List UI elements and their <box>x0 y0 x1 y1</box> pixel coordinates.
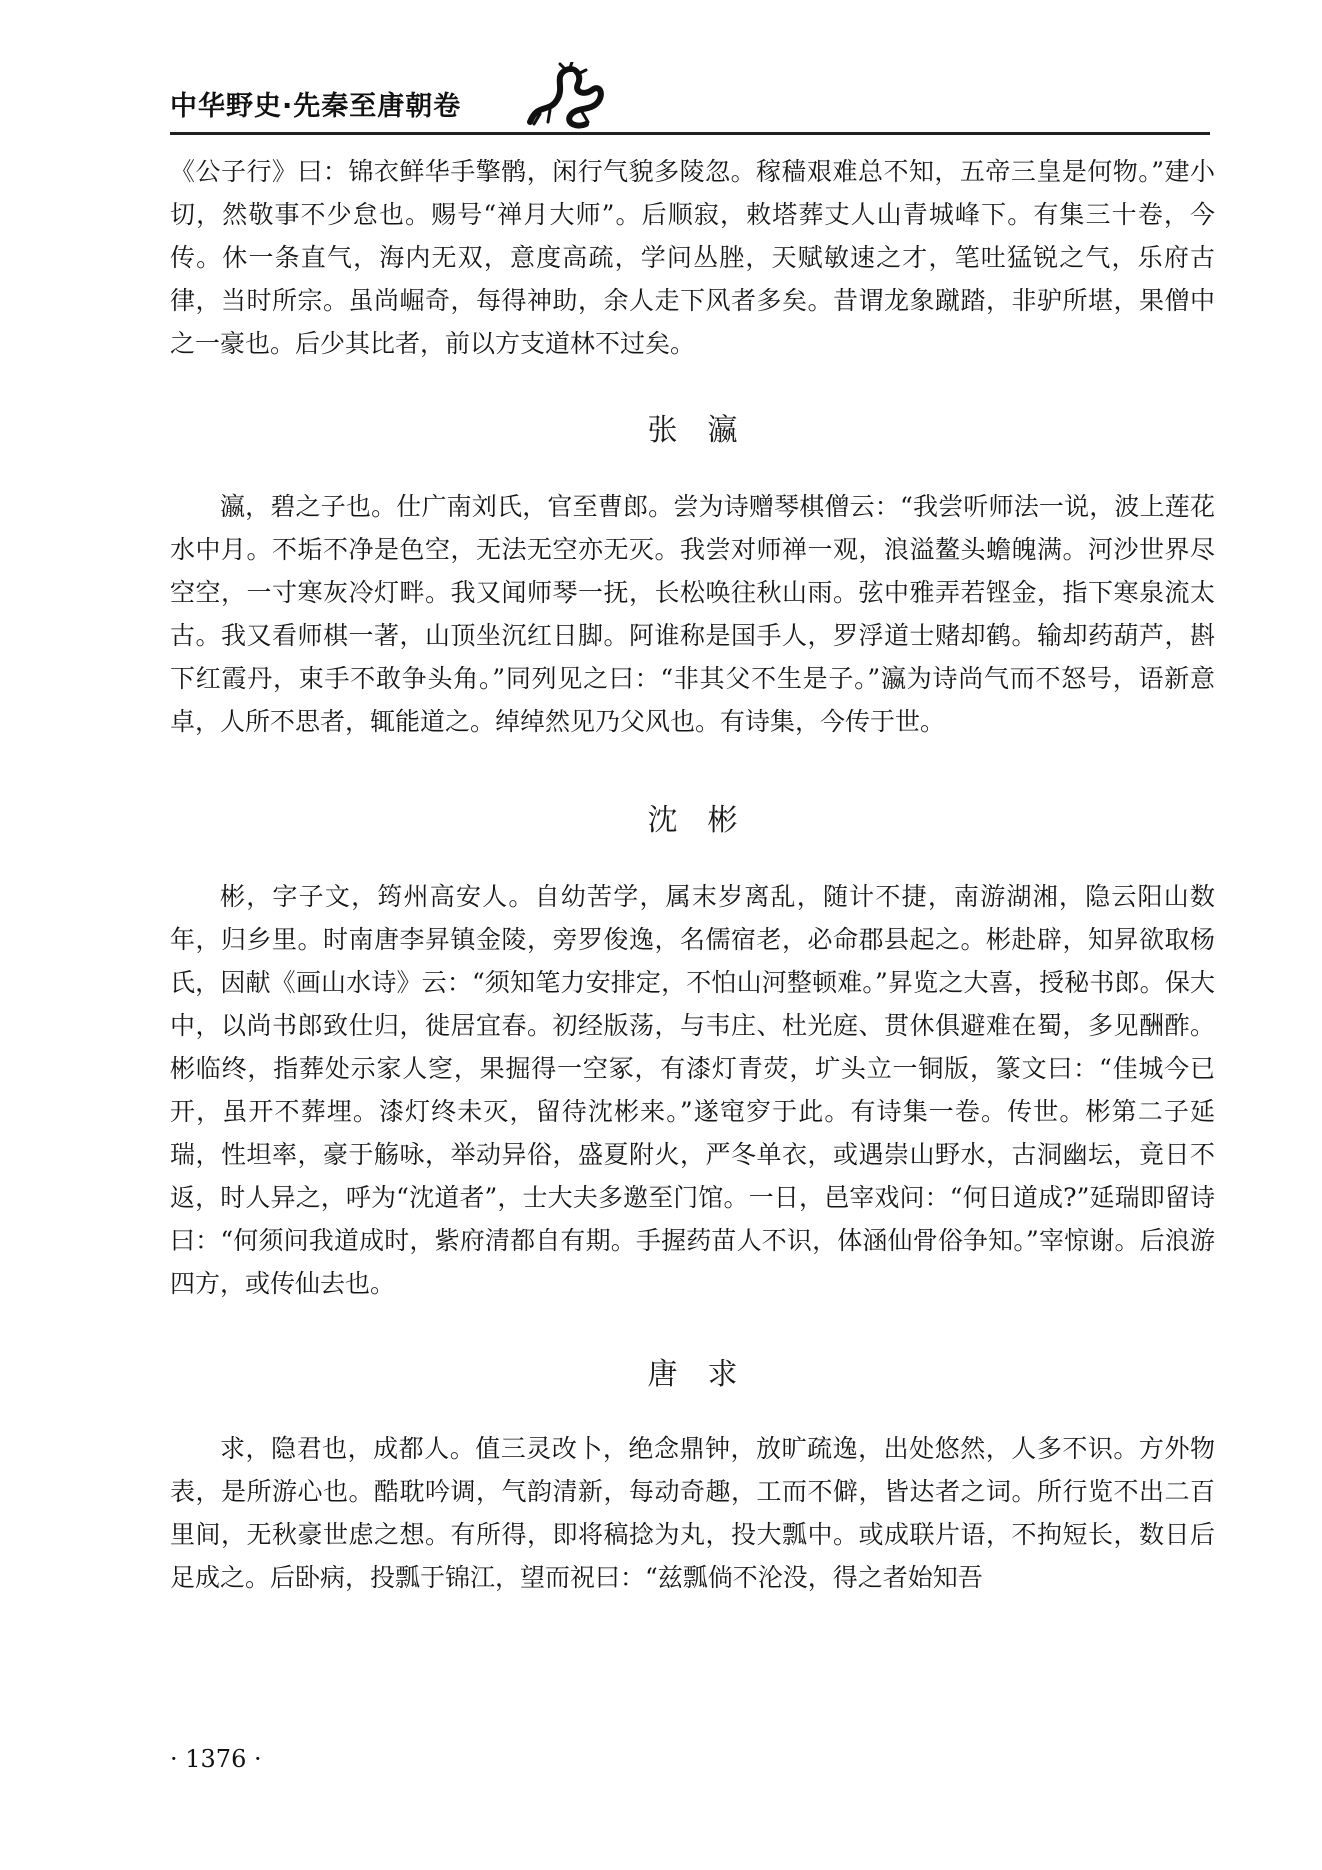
section-title-shen-bin: 沈彬 <box>647 803 768 838</box>
dragon-emblem-icon <box>520 62 610 134</box>
page-number: · 1376 · <box>170 1745 262 1773</box>
body-paragraph: 《公子行》曰：锦衣鲜华手擎鹘，闲行气貌多陵忽。稼穑艰难总不知，五帝三皇是何物。”建小切，然敬事不少怠也。赐号“禅月大师”。后顺寂，敕塔葬丈人山青城峰下。有集三十卷，今传。休一条直气，海内无双，意度高疏，学问丛脞，天赋敏速之才，笔吐猛锐之气，乐府古律，当时所宗。虽尚崛奇，每得神助，余人走下风者多矣。昔谓龙象蹴踏，非驴所堪，果僧中之一豪也。后少其比者，前以方支道林不过矣。 <box>170 157 1215 358</box>
page-body <box>170 150 1215 1599</box>
header-rule <box>170 132 1210 135</box>
header-title: 中华野史·先秦至唐朝卷 <box>170 91 462 122</box>
running-header <box>170 60 1210 140</box>
section-title-zhang-ying: 张瀛 <box>647 413 768 448</box>
body-paragraph: 求，隐君也，成都人。值三灵改卜，绝念鼎钟，放旷疏逸，出处悠然，人多不识。方外物表，是所游心也。酷耽吟调，气韵清新，每动奇趣，工而不僻，皆达者之词。所行览不出二百里间，无秋豪世虑之想。有所得，即将稿捻为丸，投大瓢中。或成联片语，不拘短长，数日后足成之。后卧病，投瓢于锦江，望而祝曰：“兹瓢倘不沦没，得之者始知吾 <box>170 1434 1215 1592</box>
body-paragraph: 瀛，碧之子也。仕广南刘氏，官至曹郎。尝为诗赠琴棋僧云：“我尝听师法一说，波上莲花水中月。不垢不净是色空，无法无空亦无灭。我尝对师禅一观，浪溢鳌头蟾魄满。河沙世界尽空空，一寸寒灰冷灯畔。我又闻师琴一抚，长松唤往秋山雨。弦中雅弄若铿金，指下寒泉流太古。我又看师棋一著，山顶坐沉红日脚。阿谁称是国手人，罗浮道士赌却鹤。输却药葫芦，斟下红霞丹，束手不敢争头角。”同列见之曰：“非其父不生是子。”瀛为诗尚气而不怒号，语新意卓，人所不思者，辄能道之。绰绰然见乃父风也。有诗集，今传于世。 <box>170 492 1215 736</box>
section-title-tang-qiu: 唐求 <box>647 1357 768 1392</box>
body-paragraph: 彬，字子文，筠州高安人。自幼苦学，属末岁离乱，随计不捷，南游湖湘，隐云阳山数年，归乡里。时南唐李昇镇金陵，旁罗俊逸，名儒宿老，必命郡县起之。彬赴辟，知昇欲取杨氏，因献《画山水诗》云：“须知笔力安排定，不怕山河整顿难。”昇览之大喜，授秘书郎。保大中，以尚书郎致仕归，徙居宜春。初经版荡，与韦庄、杜光庭、贯休俱避难在蜀，多见酬酢。彬临终，指葬处示家人窆，果掘得一空冢，有漆灯青荧，圹头立一铜版，篆文曰：“佳城今已开，虽开不葬埋。漆灯终未灭，留待沈彬来。”遂窀穸于此。有诗集一卷。传世。彬第二子延瑞，性坦率，豪于觞咏，举动异俗，盛夏附火，严冬单衣，或遇崇山野水，古洞幽坛，竟日不返，时人异之，呼为“沈道者”，士大夫多邀至门馆。一日，邑宰戏问：“何日道成?”延瑞即留诗曰：“何须问我道成时，紫府清都自有期。手握药苗人不识，体涵仙骨俗争知。”宰惊谢。后浪游四方，或传仙去也。 <box>170 882 1215 1298</box>
